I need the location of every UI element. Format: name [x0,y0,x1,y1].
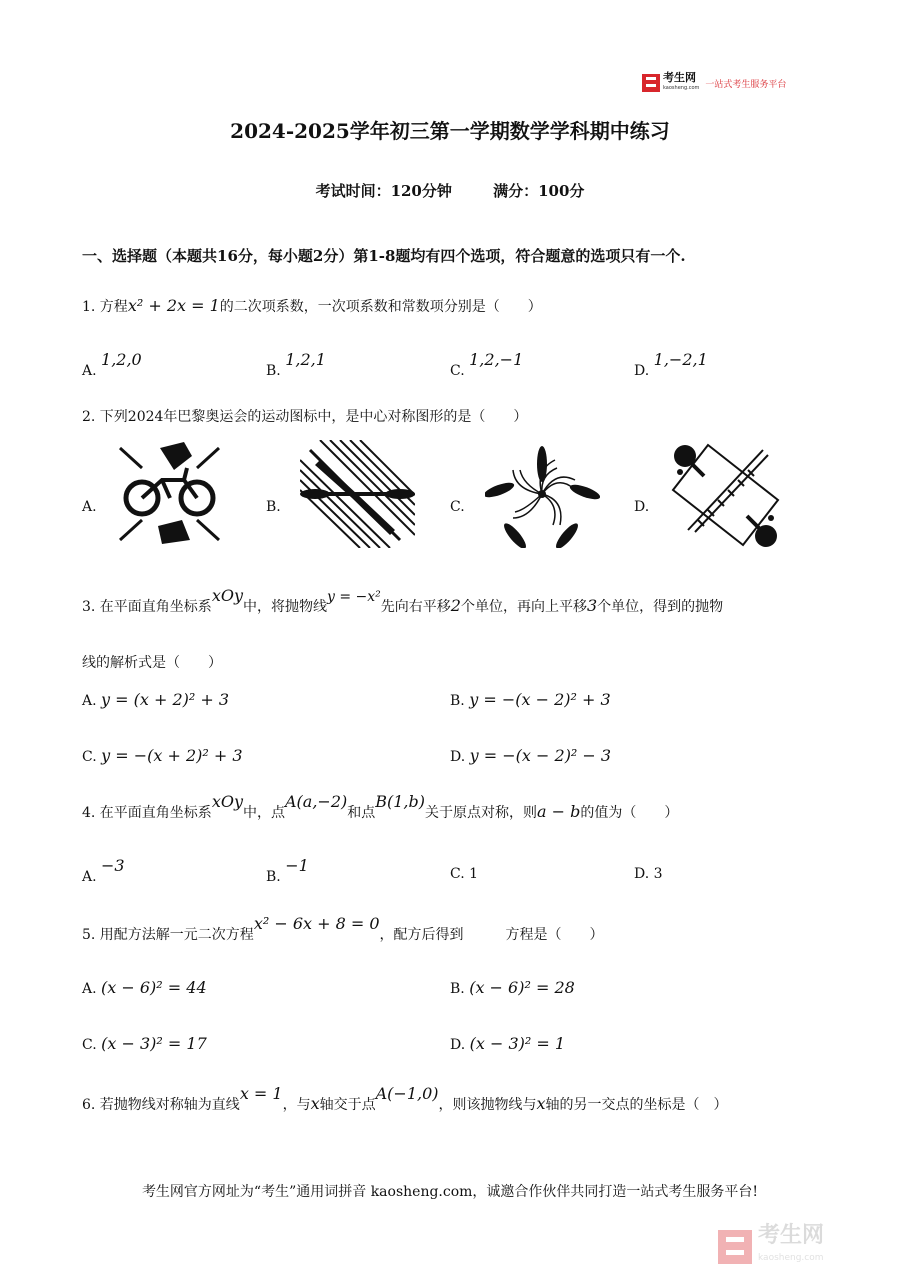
exam-time: 考试时间：120分钟 [315,182,452,200]
q3-option-a[interactable]: A. y = (x + 2)² + 3 [82,690,230,709]
q3-option-b[interactable]: B. y = −(x − 2)² + 3 [450,690,611,709]
q1-equation: x² + 2x = 1 [127,296,220,315]
cycling-bmx-icon [112,440,227,548]
q2-option-a-label[interactable]: A. [82,499,97,515]
badminton-pinwheel-icon [485,440,600,548]
section-heading: 一、选择题（本题共16分，每小题2分）第1-8题均有四个选项，符合题意的选项只有一个. [82,247,686,265]
q5-option-c[interactable]: C. (x − 3)² = 17 [82,1034,207,1053]
question-5: 5. 用配方法解一元二次方程x² − 6x + 8 = 0，配方后得到 方程是（ ） [82,914,604,943]
watermark-text: 考生网 kaosheng.com [758,1223,825,1263]
q1-option-b[interactable]: B. 1,2,1 [266,350,326,379]
logo-url: kaosheng.com [663,85,700,91]
logo-slogan: 一站式考生服务平台 [705,79,787,90]
question-3: 3. 在平面直角坐标系xOy中，将抛物线y = −x²先向右平移2个单位，再向上平移3个单位，得到的抛物 [82,586,724,615]
q1-prefix: 1. 方程 [82,299,128,315]
exam-info [0,180,900,201]
q2-option-b-label[interactable]: B. [266,499,281,515]
q4-option-d[interactable]: D. 3 [634,866,663,882]
question-1 [82,296,542,316]
q4-option-b[interactable]: B. −1 [266,856,309,885]
q4-option-a[interactable]: A. −3 [82,856,125,885]
q4-option-c[interactable]: C. 1 [450,866,479,882]
logo-name: 考生网 [663,71,696,84]
q2-option-d-label[interactable]: D. [634,499,650,515]
watermark [718,1225,824,1269]
q3-coordinate-system: xOy [211,586,243,605]
q5-option-a[interactable]: A. (x − 6)² = 44 [82,978,207,997]
q3-equation: y = −x² [327,589,381,605]
q2-option-c-label[interactable]: C. [450,499,465,515]
q1-option-c[interactable]: C. 1,2,−1 [450,350,524,379]
page-title: 2024-2025学年初三第一学期数学学科期中练习 [230,119,670,143]
q5-option-d[interactable]: D. (x − 3)² = 1 [450,1034,566,1053]
question-6: 6. 若抛物线对称轴为直线x = 1，与x轴交于点A(−1,0)，则该抛物线与x轴的另一交点的坐标是（ ） [82,1084,728,1113]
kaosheng-logo-icon [642,74,660,92]
question-2: 2. 下列2024年巴黎奥运会的运动图标中，是中心对称图形的是（ ） [82,409,528,425]
q4-point-a: A(a,−2) [285,792,348,811]
q3-option-d[interactable]: D. y = −(x − 2)² − 3 [450,746,612,765]
logo-text [663,72,699,94]
table-tennis-icon [668,440,783,548]
q5-equation: x² − 6x + 8 = 0 [253,914,380,933]
question-4: 4. 在平面直角坐标系xOy中，点A(a,−2)和点B(1,b)关于原点对称，则a − b的值为（ ） [82,792,679,821]
watermark-logo-icon [718,1230,752,1264]
q5-option-b[interactable]: B. (x − 6)² = 28 [450,978,575,997]
q1-option-d[interactable]: D. 1,−2,1 [634,350,708,379]
q1-suffix: 的二次项系数，一次项系数和常数项分别是（ ） [219,299,542,315]
page-footer: 考生网官方网址为“考生”通用词拼音 kaosheng.com，诚邀合作伙伴共同打造一站式考生服务平台! [141,1184,759,1200]
q3-option-c[interactable]: C. y = −(x + 2)² + 3 [82,746,243,765]
header-logo [642,73,786,93]
exam-score: 满分：100分 [493,182,585,200]
q6-point-a: A(−1,0) [375,1084,439,1103]
q1-option-a[interactable]: A. 1,2,0 [82,350,142,379]
canoe-paddle-icon [300,440,415,548]
q4-expression: a − b [537,802,581,821]
q6-equation: x = 1 [239,1084,283,1103]
q4-point-b: B(1,b) [375,792,425,811]
question-3-line2: 线的解析式是（ ） [82,655,222,671]
